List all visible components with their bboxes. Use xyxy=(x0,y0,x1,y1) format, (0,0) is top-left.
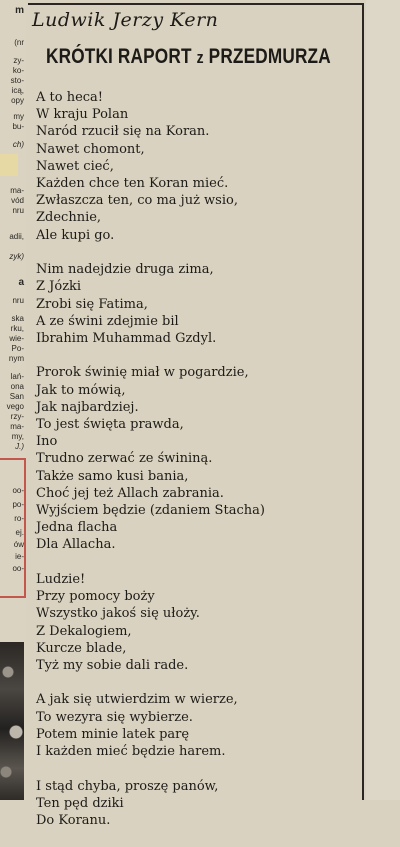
title-part-1: KRÓTKI RAPORT xyxy=(46,45,197,68)
poem-line: Jak najbardziej. xyxy=(36,399,139,415)
poem-line: Ibrahim Muhammad Gzdyl. xyxy=(36,330,217,346)
poem-line: Ludzie! xyxy=(36,571,86,587)
poem-line: Z Józki xyxy=(36,279,82,295)
poem-line: Choć jej też Allach zabrania. xyxy=(36,485,224,501)
top-rule xyxy=(28,3,364,5)
left-column-fragment: zy- xyxy=(13,56,24,65)
left-column-fragment: lań- xyxy=(10,372,24,381)
left-column-fragment: icą, xyxy=(11,86,24,95)
left-column-fragment: (nr xyxy=(14,38,24,47)
left-column-fragment: nym xyxy=(8,354,24,363)
title-part-2: z xyxy=(196,48,204,67)
poem-line: Ten pęd dziki xyxy=(36,795,124,811)
poem-line: Nawet cieć, xyxy=(36,158,114,174)
left-column-fragment: sto- xyxy=(10,76,24,85)
poem-line: Do Koranu. xyxy=(36,813,111,828)
left-column-fragment: zyk) xyxy=(9,252,24,261)
poem-line: Wszystko jakoś się ułoży. xyxy=(36,606,200,622)
poem-line: To wezyra się wybierze. xyxy=(36,709,193,725)
left-column-fragment: ma- xyxy=(10,186,24,195)
poem-line: To jest święta prawda, xyxy=(36,417,184,433)
poem-line: Naród rzucił się na Koran. xyxy=(36,124,210,140)
poem-line: A jak się utwierdzim w wierze, xyxy=(36,692,238,708)
left-column-fragment: ów xyxy=(13,540,24,549)
left-column-fragment: my, xyxy=(11,432,24,441)
left-column-fragment: a xyxy=(18,277,24,288)
left-column-fragment: ko- xyxy=(12,66,24,75)
poem-line: Nawet chomont, xyxy=(36,141,145,157)
poem-line: I każden mieć będzie harem. xyxy=(36,744,226,760)
poem-line: Także samo kusi bania, xyxy=(36,468,189,484)
poem-line: Tyż my sobie dali rade. xyxy=(36,657,189,673)
poem-line: W kraju Polan xyxy=(36,107,129,123)
left-column-fragment: ie- xyxy=(15,552,24,561)
article-title xyxy=(46,45,331,69)
poem-line: Nim nadejdzie druga zima, xyxy=(36,262,214,278)
left-column-fragment: ch) xyxy=(12,140,24,149)
column-rule xyxy=(362,3,364,800)
left-column-fragment: Po- xyxy=(11,344,24,353)
left-column-fragment: po- xyxy=(12,500,24,509)
left-column-fragment: nru xyxy=(12,206,24,215)
left-column-fragment: bu- xyxy=(12,122,24,131)
poem-line: Z Dekalogiem, xyxy=(36,623,132,639)
left-column-fragment: ona xyxy=(10,382,24,391)
poem-line: A ze świni zdejmie bil xyxy=(36,313,179,329)
left-column-fragment: wie- xyxy=(9,334,24,343)
poem-line: Potem minie latek parę xyxy=(36,726,190,742)
poem-line: Zwłaszcza ten, co ma już wsio, xyxy=(36,193,238,209)
left-column-fragment: vego xyxy=(6,402,24,411)
left-column-fragment: nru xyxy=(12,296,24,305)
left-column-fragment: ej. xyxy=(15,528,24,537)
poem-stanza xyxy=(36,364,356,553)
photo-fragment xyxy=(0,642,24,800)
highlight-band xyxy=(0,154,18,176)
left-column-fragment: ro- xyxy=(14,514,24,523)
poem-stanza xyxy=(36,778,356,830)
left-column-fragment: rzy- xyxy=(10,412,24,421)
poem-body xyxy=(36,89,356,847)
left-column-fragment: adii, xyxy=(9,232,24,241)
poem-line: Każden chce ten Koran mieć. xyxy=(36,176,229,192)
poem-stanza xyxy=(36,571,356,674)
poem-stanza xyxy=(36,89,356,244)
poem-line: Trudno zerwać ze świniną. xyxy=(36,451,213,467)
poem-line: Zrobi się Fatima, xyxy=(36,296,148,312)
poem-line: Przy pomocy boży xyxy=(36,589,155,605)
left-column-fragment: rku, xyxy=(10,324,24,333)
title-part-3: PRZEDMURZA xyxy=(203,45,331,68)
poem-line: Ale kupi go. xyxy=(36,227,115,243)
poem-stanza xyxy=(36,691,356,760)
left-column-fragment: opy xyxy=(11,96,24,105)
left-column-fragment: oo- xyxy=(12,564,24,573)
left-column-fragment: vód xyxy=(11,196,24,205)
poem-line: Dla Allacha. xyxy=(36,537,116,553)
poem-stanza xyxy=(36,261,356,347)
left-column-fragment: ma- xyxy=(10,422,24,431)
left-column-fragment: ska xyxy=(11,314,24,323)
left-column-fragment: San xyxy=(9,392,24,401)
right-margin xyxy=(366,0,400,800)
left-column-fragment: my xyxy=(13,112,24,121)
poem-line: Prorok świnię miał w pogardzie, xyxy=(36,365,249,381)
author-byline: Ludwik Jerzy Kern xyxy=(32,9,219,31)
poem-line: A to heca! xyxy=(36,90,104,105)
poem-line: I stąd chyba, proszę panów, xyxy=(36,778,219,794)
poem-line: Jak to mówią, xyxy=(36,382,126,398)
poem-line: Wyjściem będzie (zdaniem Stacha) xyxy=(36,503,265,519)
poem-line: Jedna flacha xyxy=(36,520,118,536)
poem-line: Zdechnie, xyxy=(36,210,102,226)
poem-line: Ino xyxy=(36,434,58,450)
left-column-fragment: J.) xyxy=(15,442,24,451)
left-column-fragment: m xyxy=(15,5,24,16)
poem-line: Kurcze blade, xyxy=(36,640,127,656)
left-neighbour-column xyxy=(0,0,26,800)
left-column-fragment: oo- xyxy=(12,486,24,495)
